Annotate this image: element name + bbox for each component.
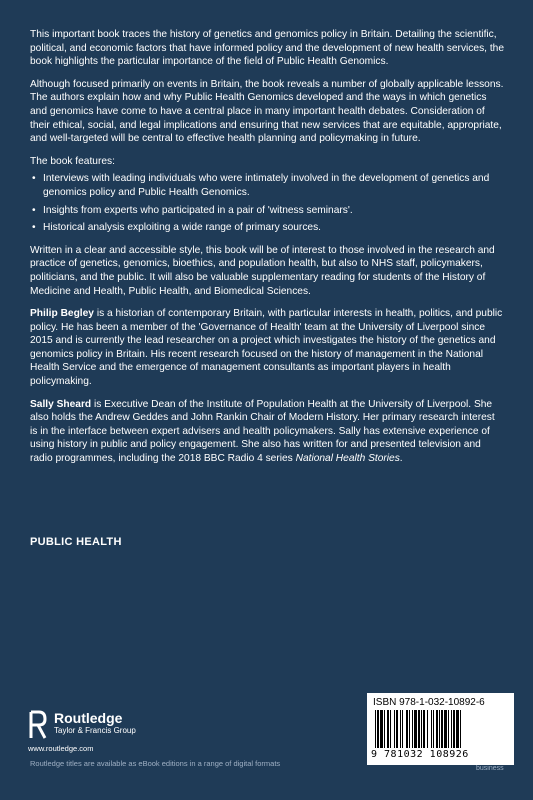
blurb-paragraph-1: This important book traces the history of genetics and genomics policy in Britain. Detailing the scientific, political, and economic factors that have informed policy and the development of new health services, the book highlights the particular importance of the field of Public Health Genomics.	[30, 29, 504, 68]
isbn-label: ISBN 978-1-032-10892-6	[373, 697, 485, 708]
blurb-paragraph-2: Although focused primarily on events in Britain, the book reveals a number of globally applicable lessons. The authors explain how and why Public Health Genomics developed and the ways in which genetics and genomics have come to have a central place in many important health debates. Consideration of their ethical, social, and legal implications and ensuring that new services that are equitable, appropriate, and well-targeted will be central to effective health planning and policymaking in future.	[30, 78, 504, 145]
feature-item: • Interviews with leading individuals who were intimately involved in the development of genetics and genomics policy and Public Health Genomics.	[30, 172, 504, 199]
blurb-paragraph-3: Written in a clear and accessible style, this book will be of interest to those involved in the research and practice of genetics, genomics, bioethics, and population health, but also to NHS staff, policymakers, politicians, and the public. It will also be valuable supplementary reading for students of the History of Medicine and Health, Public Health, and Biomedical Sciences.	[30, 244, 495, 297]
author-name: Philip Begley	[30, 308, 94, 320]
author-bio-text: is a historian of contemporary Britain, with particular interests in health, politics, and public policy. He has been a member of the 'Governance of Health' team at the University of Liverpool since 2015 and is currently the lead researcher on a project which investigates the history of the genetics and genomics policy in Britain. His recent research focused on the history of management in the National Health Service and the emergence of management consultants as important players in health policymaking.	[30, 308, 503, 388]
back-cover-text	[30, 28, 504, 475]
feature-item: • Insights from experts who participated in a pair of 'witness seminars'.	[30, 204, 504, 218]
informa-note: business	[476, 765, 504, 772]
publisher-group: Taylor & Francis Group	[54, 726, 136, 735]
logo-text	[54, 710, 136, 736]
author-bio-sheard	[30, 398, 504, 466]
author-bio-text: is Executive Dean of the Institute of Population Health at the University of Liverpool. She also holds the Andrew Geddes and John Rankin Chair of Modern History. Her primary research interest is in the interface between expert advisers and health policymakers. Sally has extensive experience of using history in public and policy engagement. She also has written for and presented television and radio programmes, including the 2018 BBC Radio 4 series	[30, 398, 495, 465]
barcode-bars	[373, 710, 508, 748]
author-bio-end: .	[399, 453, 403, 465]
series-title: National Health Stories	[295, 453, 400, 465]
author-name: Sally Sheard	[30, 398, 92, 410]
routledge-r-icon	[28, 708, 48, 744]
publisher-url: www.routledge.com	[28, 744, 94, 753]
isbn-barcode	[367, 693, 514, 765]
ebook-note: Routledge titles are available as eBook editions in a range of digital formats	[30, 759, 281, 768]
features-intro: The book features:	[30, 155, 115, 167]
barcode-digits: 9 781032 108926	[371, 749, 469, 760]
author-bio-begley	[30, 307, 504, 389]
feature-item: • Historical analysis exploiting a wide range of primary sources.	[30, 221, 504, 235]
publisher-name: Routledge	[54, 710, 123, 726]
features-list	[30, 172, 504, 234]
subject-category: PUBLIC HEALTH	[30, 536, 122, 548]
